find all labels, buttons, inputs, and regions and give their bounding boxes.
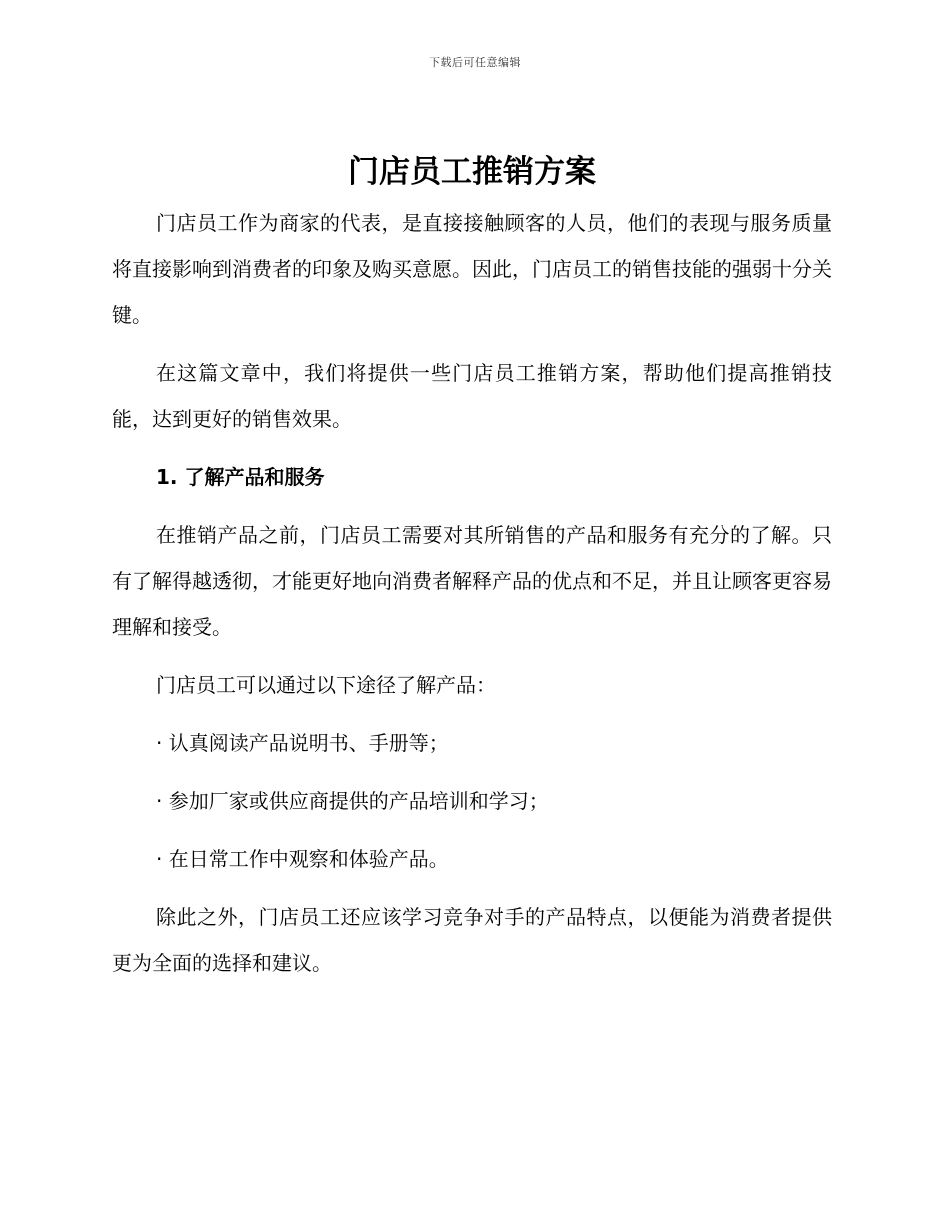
- list-item: · 参加厂家或供应商提供的产品培训和学习；: [156, 789, 549, 813]
- header-note: 下载后可任意编辑: [429, 56, 521, 69]
- intro-paragraph-1: 门店员工作为商家的代表，是直接接触顾客的人员，他们的表现与服务质量将直接影响到消费者的印象及购买意愿。因此，门店员工的销售技能的强弱十分关键。: [112, 211, 832, 327]
- list-item: · 在日常工作中观察和体验产品。: [156, 847, 449, 871]
- document-title: 门店员工推销方案: [348, 154, 596, 190]
- section-heading: 1. 了解产品和服务: [156, 465, 325, 489]
- list-item: · 认真阅读产品说明书、手册等；: [156, 731, 449, 755]
- document-body: [112, 150, 832, 998]
- closing-paragraph: 除此之外，门店员工还应该学习竞争对手的产品特点，以便能为消费者提供更为全面的选择和建议。: [112, 905, 832, 975]
- list-intro: 门店员工可以通过以下途径了解产品：: [156, 673, 496, 697]
- section-paragraph: 在推销产品之前，门店员工需要对其所销售的产品和服务有充分的了解。只有了解得越透彻，才能更好地向消费者解释产品的优点和不足，并且让顾客更容易理解和接受。: [112, 523, 832, 639]
- intro-paragraph-2: 在这篇文章中，我们将提供一些门店员工推销方案，帮助他们提高推销技能，达到更好的销售效果。: [112, 361, 832, 431]
